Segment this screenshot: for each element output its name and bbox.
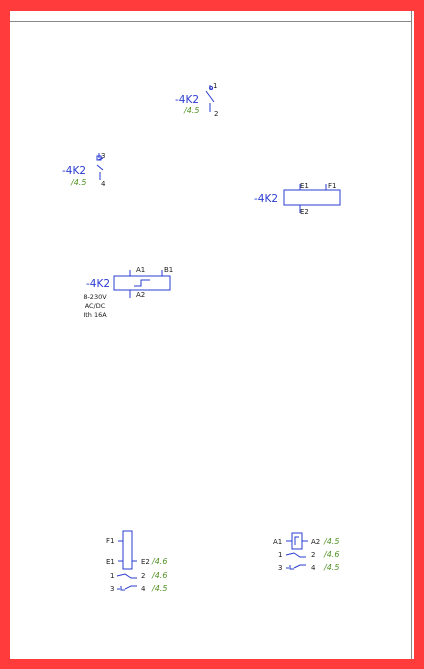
crossref-right-c2-ref: /4.5	[324, 563, 340, 572]
nc-contact-tag: -4K2	[175, 94, 200, 106]
crossref-right[interactable]	[273, 533, 339, 572]
nc-contact-dot	[210, 87, 213, 90]
coil-a-delay-mark	[134, 280, 150, 286]
crossref-right-c2b: 4	[311, 564, 316, 572]
no-contact-symbol[interactable]	[62, 152, 106, 188]
coil-e-tag: -4K2	[254, 193, 279, 205]
crossref-right-contact2	[286, 565, 306, 569]
coil-a-note-current: Ith 16A	[83, 311, 107, 319]
crossref-left-c2a: 3	[110, 585, 115, 593]
coil-e-pin-e1: E1	[300, 182, 309, 190]
crossref-left-c2b: 4	[141, 585, 146, 593]
coil-a-tag: -4K2	[86, 278, 111, 290]
nc-contact-pin-top: 1	[213, 82, 218, 90]
coil-a-note-acdc: AC/DC	[84, 302, 106, 310]
crossref-left-e2: E2	[141, 558, 150, 566]
crossref-left-e2-ref: /4.6	[152, 557, 168, 566]
coil-a-symbol[interactable]	[83, 266, 173, 319]
no-contact-tag: -4K2	[62, 165, 87, 177]
crossref-left-contact1	[117, 574, 137, 578]
crossref-left-leads	[118, 541, 137, 561]
crossref-right-c1a: 1	[278, 551, 283, 559]
no-contact-pin-top: 3	[101, 152, 106, 160]
no-contact-ref: /4.5	[71, 178, 87, 187]
crossref-left-coil	[123, 531, 132, 569]
crossref-right-a2-ref: /4.5	[324, 537, 340, 546]
coil-a-terminals	[130, 270, 162, 298]
crossref-right-c1-ref: /4.6	[324, 550, 340, 559]
coil-a-note-voltage: 8-230V	[83, 293, 107, 301]
crossref-left-f1: F1	[106, 537, 115, 545]
crossref-left[interactable]	[106, 531, 167, 593]
coil-e-body	[284, 190, 340, 205]
coil-e-pin-e2: E2	[300, 208, 309, 216]
nc-contact-pin-bottom: 2	[214, 110, 219, 118]
crossref-left-e1: E1	[106, 558, 115, 566]
nc-contact-symbol[interactable]	[175, 82, 218, 118]
crossref-right-coil	[292, 533, 302, 549]
coil-a-body	[114, 276, 170, 290]
crossref-right-c2a: 3	[278, 564, 283, 572]
crossref-right-contact1	[286, 553, 306, 557]
crossref-right-leads	[286, 537, 308, 545]
coil-a-pin-b1: B1	[164, 266, 174, 274]
crossref-right-c1b: 2	[311, 551, 316, 559]
crossref-left-c2-ref: /4.5	[152, 584, 168, 593]
crossref-left-c1-ref: /4.6	[152, 571, 168, 580]
nc-contact-ref: /4.5	[184, 106, 200, 115]
crossref-left-c1a: 1	[110, 572, 115, 580]
crossref-right-a2: A2	[311, 538, 321, 546]
crossref-left-contact2	[117, 586, 137, 590]
no-contact-pin-bottom: 4	[101, 180, 106, 188]
coil-a-pin-a2: A2	[136, 291, 146, 299]
coil-a-pin-a1: A1	[136, 266, 146, 274]
crossref-left-c1b: 2	[141, 572, 146, 580]
coil-e-symbol[interactable]	[254, 182, 340, 216]
crossref-right-a1: A1	[273, 538, 283, 546]
coil-e-pin-f1: F1	[328, 182, 337, 190]
